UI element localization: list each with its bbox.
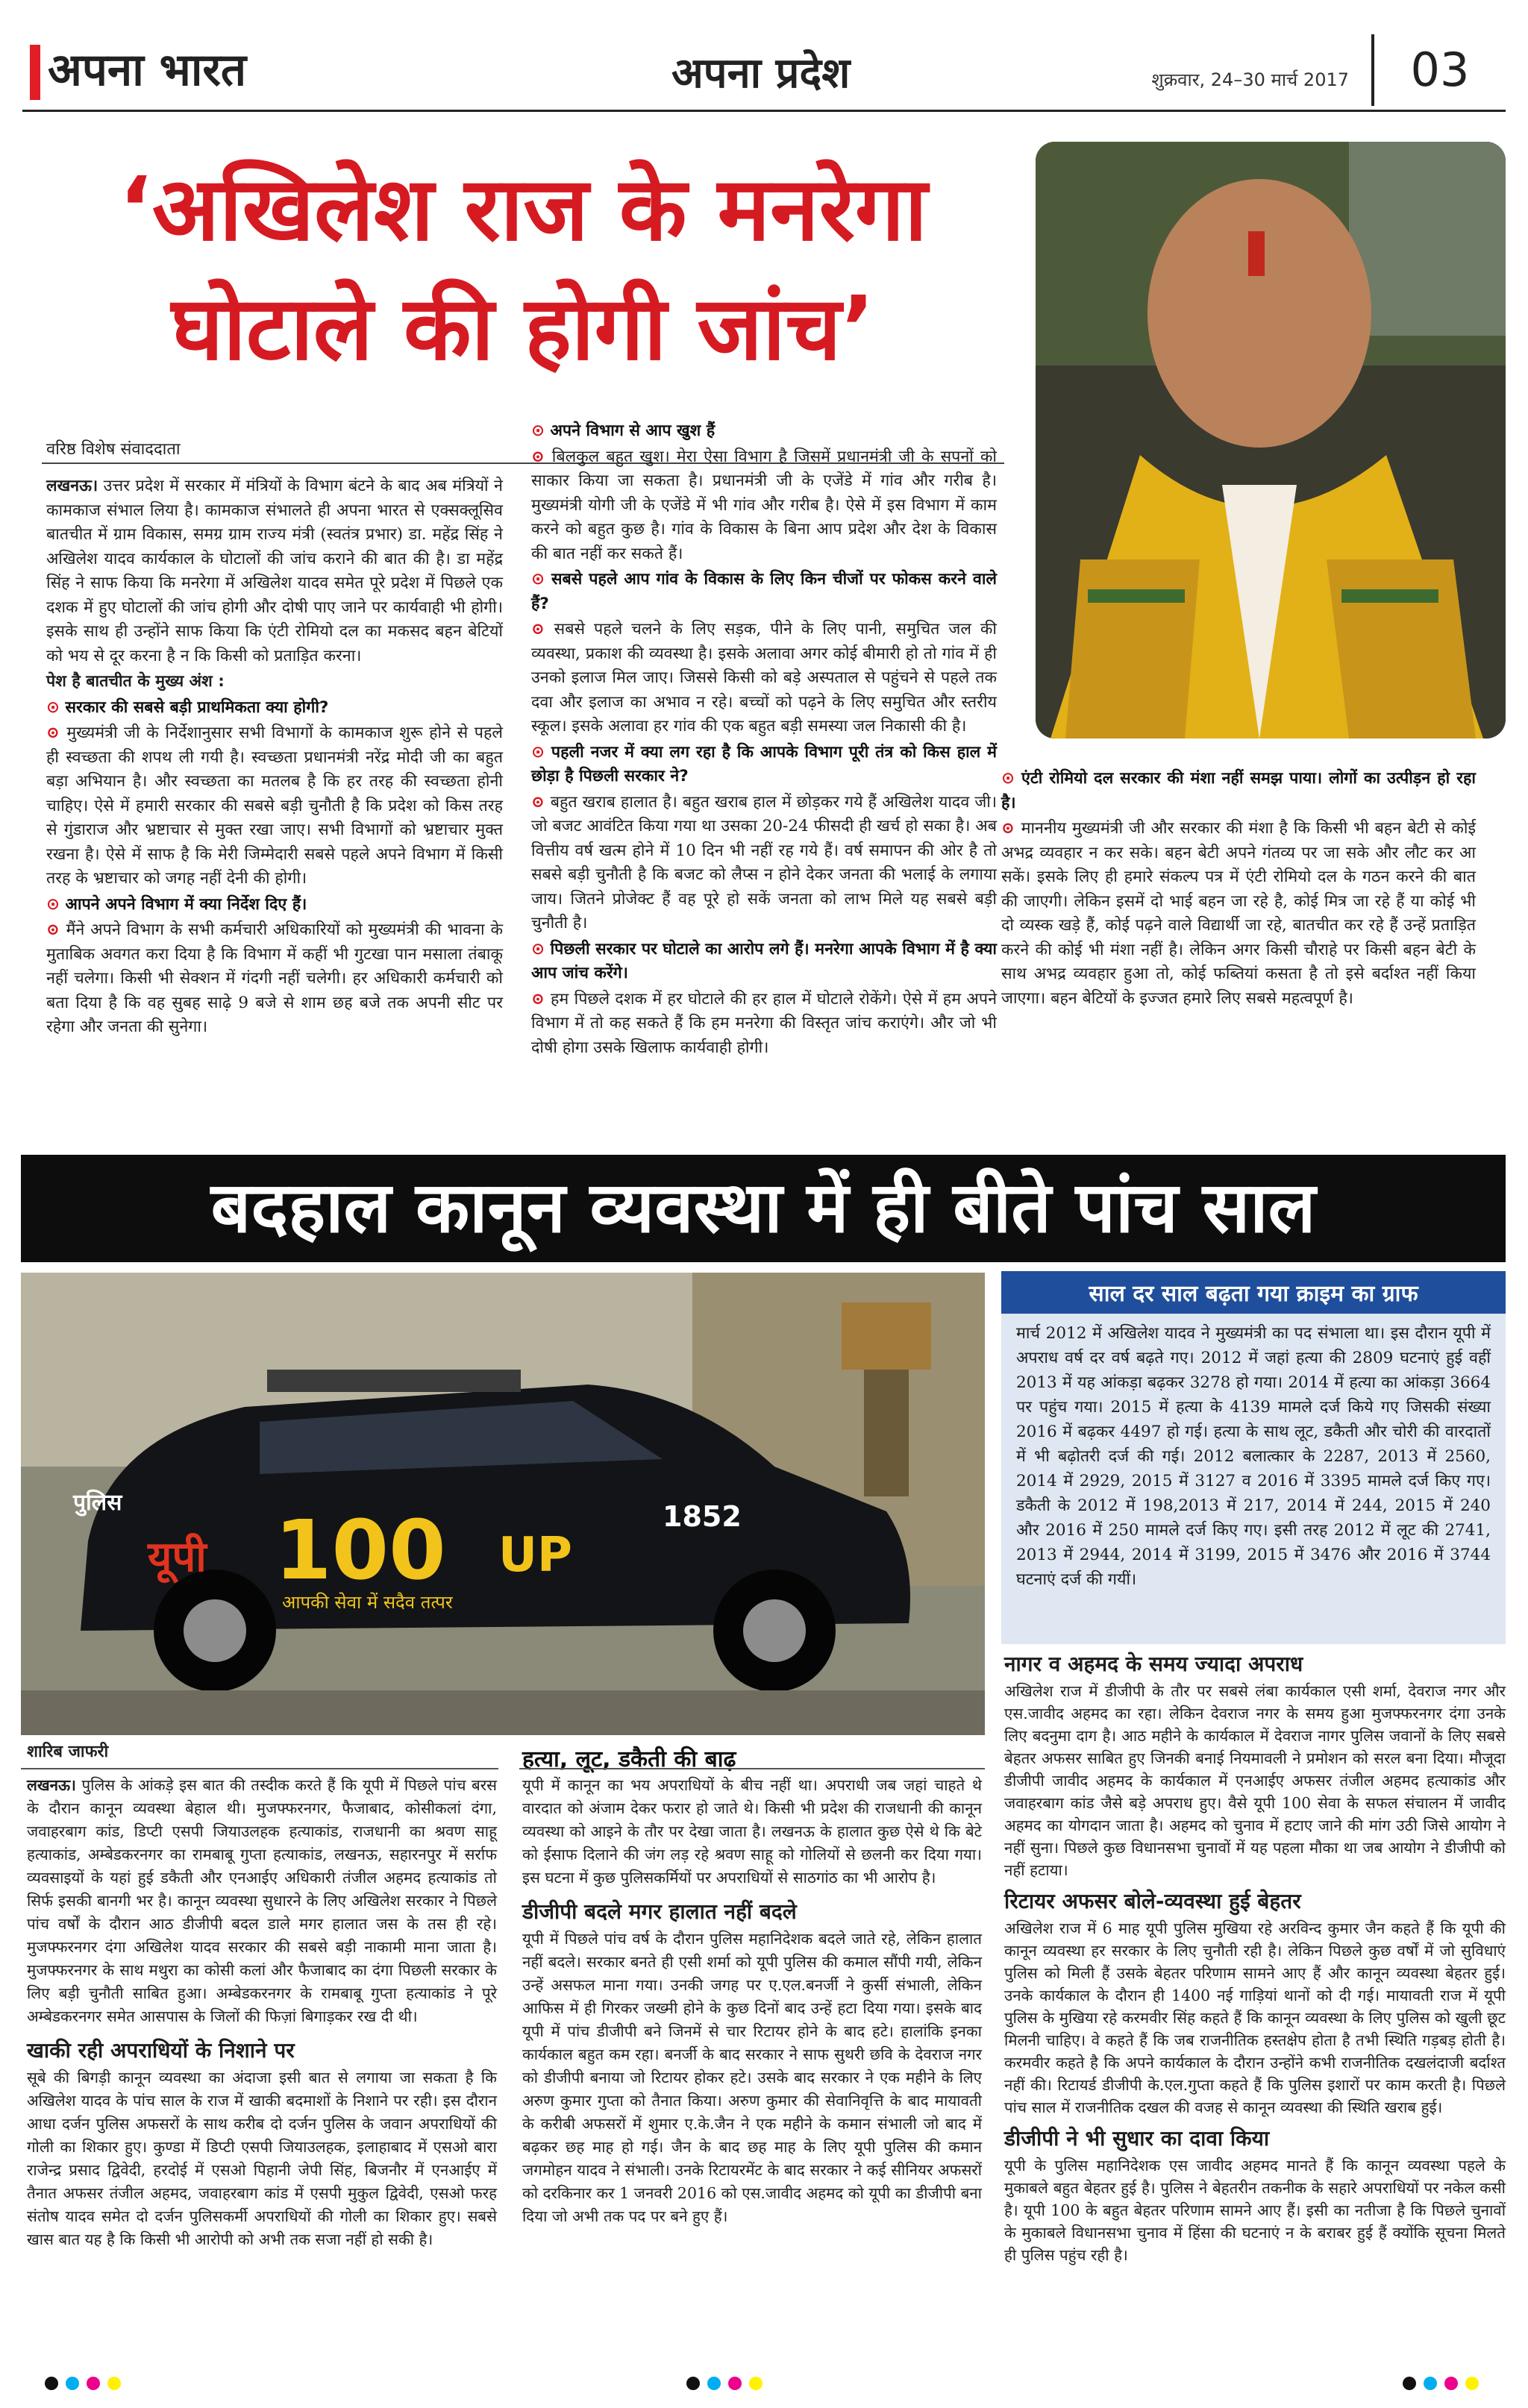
story1-byline: वरिष्ठ विशेष संवाददाता [46, 440, 181, 459]
answer-4: ⊙ सबसे पहले चलने के लिए सड़क, पीने के लिए पानी, समुचित जल की व्यवस्था, प्रकाश की व्यवस्था है। इसके अलावा अगर कोई बीमारी हो तो गांव में ही उनको इलाज मिल जाए। जिससे किसी को बड़े अस्पताल से पहुंचने से पहले तक दवा और इलाज का अभाव न रहे। बच्चों को पढ़ने के लिए समुचित और स्तरीय स्कूल। इसके अलावा हर गांव की एक बहुत बड़ी समस्या जल निकासी की है। [531, 618, 997, 739]
crime-box-text: मार्च 2012 में अखिलेश यादव ने मुख्यमंत्री का पद संभाला था। इस दौरान यूपी में अपराध वर्ष दर वर्ष बढ़ते गए। 2012 में जहां हत्या की 2809 घटनाएं हुई वहीं 2013 में यह आंकड़ा बढ़कर 3278 हो गया। 2014 में हत्या का आंकड़ा 3664 पर पहुंच गया। 2015 में हत्या के 4139 मामले दर्ज किये गए जिसकी संख्या 2016 में बढ़कर 4497 हो गई। हत्या के साथ लूट, डकैती और चोरी की वारदातों में भी बढ़ोतरी दर्ज की गई। 2012 बलात्कार के 2287, 2013 में 2560, 2014 में 2929, 2015 में 3127 व 2016 में 3395 मामले दर्ज किए गए। डकैती के 2012 में 198,2013 में 217, 2014 में 244, 2015 में 240 और 2016 में 250 मामले दर्ज किए गए। इसी तरह 2012 में लूट की 2741, 2013 में 2944, 2014 में 3199, 2015 में 3476 और 2016 में 3744 घटनाएं दर्ज की गयीं। [1016, 1324, 1491, 1589]
masthead [22, 30, 1506, 112]
section-name: अपना प्रदेश [671, 49, 851, 98]
minister-portrait-photo [1036, 142, 1506, 739]
question-3: ⊙ अपने विभाग से आप खुश हैं [531, 419, 997, 444]
answer-5: ⊙ बहुत खराब हालात है। बहुत खराब हाल में छोड़कर गये हैं अखिलेश यादव जी। जो बजट आवंटित किया गया था उसका 20-24 फीसदी ही खर्च हो सका है। अब वित्तीय वर्ष खत्म होने में 10 दिन भी नहीं रह गये हैं। वर्ष समापन की ओर है तो सबसे बड़ी चुनौती है कि बजट को लैप्स न होने देकर जनता की भलाई के लगाया जाय। जितने प्रोजेक्ट हैं वह पूरे हो सकें जनता को लाभ मिले यह सबसे बड़ी चुनौती है। [531, 791, 997, 936]
answer-3: ⊙ बिलकुल बहुत खुश। मेरा ऐसा विभाग है जिसमें प्रधानमंत्री जी के सपनों को साकार किया जा सकता है। प्रधानमंत्री जी के एजेंडे में गांव और गरीब है। मुख्यमंत्री योगी जी के एजेंडे में भी गांव और गरीब है। ऐसे में इस विभाग में काम करने को बहुत कुछ है। गांव के विकास के बिना आप प्रदेश और देश के विकास की बात नहीं कर सकते हैं। [531, 445, 997, 567]
page-number: 03 [1371, 34, 1506, 106]
story2-middle-rule [519, 1768, 985, 1769]
registration-dot [45, 2377, 58, 2390]
answer-1: ⊙ मुख्यमंत्री जी के निर्देशानुसार सभी विभागों के कामकाज शुरू होने से पहले ही स्वच्छता की शपथ ली गयी है। स्वच्छता प्रधानमंत्री नरेंद्र मोदी जी का बहुत बड़ा अभियान है। और स्वच्छता का मतलब है कि हर तरह की स्वच्छता होनी चाहिए। ऐसे में हमारी सरकार की सबसे बड़ी चुनौती है कि प्रदेश को किस तरह से गुंडाराज और भ्रष्टाचार से मुक्त रखा जाए। सभी विभागों को भ्रष्टाचार मुक्त रखना है। ऐसे में साफ है कि मेरी जिम्मेदारी सबसे पहले अपने विभाग में किसी तरह के भ्रष्टाचार को जगह नहीं देनी की होगी। [46, 721, 503, 891]
question-1: ⊙ सरकार की सबसे बड़ी प्राथमिकता क्या होगी? [46, 696, 503, 721]
answer-2: ⊙ मैंने अपने विभाग के सभी कर्मचारी अधिकारियों को मुख्यमंत्री की भावना के मुताबिक अवगत करा दिया है कि विभाग में कहीं भी गुटखा पान मसाला तंबाकू नहीं चलेगा। किसी भी सेक्शन में गंदगी नहीं चलेगी। हर अधिकारी कर्मचारी को बता दिया है कि वह सुबह साढ़े 9 बजे से शाम छह बजे तक अपनी सीट पर रहेगा और जनता की सुनेगा। [46, 918, 503, 1040]
story1-intro: उत्तर प्रदेश में सरकार में मंत्रियों के विभाग बंटने के बाद अब मंत्रियों ने कामकाज संभाल लिया है। कामकाज संभालते ही अपना भारत से एक्सक्लूसिव बातचीत में ग्राम विकास, समग्र ग्राम राज्य मंत्री (स्वतंत्र प्रभार) डा. महेंद्र सिंह ने अखिलेश यादव कार्यकाल के घोटालों की जांच कराने की बात की है। डा महेंद्र सिंह ने साफ किया कि मनरेगा में अखिलेश यादव समेत पूरे प्रदेश में पिछले एक दशक में हुए घोटालों की जांच होगी और दोषी पाए जाने पर कार्यवाही भी होगी। इसके साथ ही उन्होंने साफ किया कि एंटी रोमियो दल का मकसद बहन बेटियों को भय से दूर करना है न कि किसी को प्रताड़ित करना। [46, 477, 503, 665]
registration-dot [66, 2377, 79, 2390]
story2-left-rule [21, 1768, 498, 1769]
story1-column-2 [531, 418, 997, 1062]
story2-subhead-1: खाकी रही अपराधियों के निशाने पर [27, 2038, 295, 2063]
answer-7: ⊙ माननीय मुख्यमंत्री जी और सरकार की मंशा है कि किसी भी बहन बेटी से कोई अभद्र व्यवहार न कर सके। बहन बेटी अपने गंतव्य पर जा सके और लौट कर आ सकें। इसके लिए ही हमारे संकल्प पत्र में एंटी रोमियो दल के गठन करने की बात की जाएगी। लेकिन इसमें दो भाई बहन जा रहे है, कोई मित्र जा रहे हैं या कोई भी दो व्यस्क खड़े हैं, कोई पढ़ने वाले विद्यार्थी जा रहे, बातचीत कर रहे हैं उन्हें प्रताड़ित करने की कोई भी मंशा नहीं है। लेकिन अगर किसी चौराहे पर किसी बहन बेटी के साथ अभद्र व्यवहार हुआ तो, कोई फब्तियां कसता है तो इसे बर्दाश्त नहीं किया जाएगा। बहन बेटियों के इज्जत हमारे लिए सबसे महत्वपूर्ण है। [1001, 817, 1476, 1011]
story1-column-3 [1001, 765, 1476, 1012]
story1-column-1 [46, 474, 503, 1041]
story2-para-4: अखिलेश राज में डीजीपी के तौर पर सबसे लंबा कार्यकाल एसी शर्मा, देवराज नगर और एस.जावीद अहमद का रहा। लेकिन देवराज नगर के समय हुआ मुजफ्फरनगर दंगा उनके लिए बदनुमा दाग है। आठ महीने के कार्यकाल में देवराज नागर पुलिस जवानों के लिए सबसे बेहतर अफसर साबित हुए जिनकी बनाई नियमावली ने प्रमोशन को सरल बना दिया। मौजूदा डीजीपी जावीद अहमद के कार्यकाल में एनआईए अफसर तंजील अहमद हत्याकांड और जवाहरबाग कांड जैसे बड़े अपराध हुए। वैसे यूपी 100 सेवा के सफल संचालन में जावीद अहमद का योगदान जाता है। अहमद को चुनाव में हटाए जाने की मांग उठी जिसे आयोग ने नहीं सुना। पिछले कुछ विधानसभा चुनावों में यह पहला मौका था जब आयोग ने डीजीपी को नहीं हटाया। [1004, 1682, 1506, 1879]
print-registration-marks [45, 2377, 1485, 2393]
car-text-police: पुलिस [73, 1490, 122, 1516]
story2-subhead-4: नागर व अहमद के समय ज्यादा अपराध [1004, 1652, 1303, 1676]
story2-column-1 [27, 1774, 497, 2253]
story2-column-3 [1004, 1653, 1506, 2268]
story2-subhead-6: डीजीपी ने भी सुधार का दावा किया [1004, 2126, 1270, 2151]
question-6: ⊙ पिछली सरकार पर घोटाले का आरोप लगे हैं। मनरेगा आपके विभाग में है क्या आप जांच करेंगे। [531, 938, 997, 986]
registration-dot [707, 2377, 721, 2390]
story2-column-2 [522, 1774, 982, 2230]
brand-name: अपना भारत [48, 44, 247, 96]
story2-dateline: लखनऊ। [27, 1776, 76, 1794]
registration-dot [1403, 2377, 1416, 2390]
question-5: ⊙ पहली नजर में क्या लग रहा है कि आपके विभाग पूरी तंत्र को किस हाल में छोड़ा है पिछली सरकार ने? [531, 741, 997, 789]
story1-headline [42, 149, 1004, 388]
car-text-number: 1852 [663, 1500, 742, 1533]
registration-dot [1444, 2377, 1458, 2390]
story1-headline-line2: घोटाले की होगी जांच’ [171, 277, 875, 380]
question-2: ⊙ आपने अपने विभाग में क्या निर्देश दिए हैं। [46, 893, 503, 918]
registration-dot [87, 2377, 100, 2390]
car-text-up-hindi: यूपी [148, 1533, 207, 1581]
story2-headline-banner: बदहाल कानून व्यवस्था में ही बीते पांच साल [21, 1155, 1506, 1262]
story1-dateline: लखनऊ। [46, 477, 98, 495]
story2-para-1: सूबे की बिगड़ी कानून व्यवस्था का अंदाजा इसी बात से लगाया जा सकता है कि अखिलेश यादव के पांच साल के राज में खाकी बदमाशों के निशाने पर रही। इस दौरान आधा दर्जन पुलिस अफसरों के साथ करीब दो दर्जन पुलिस के जवान अपराधियों की गोली का शिकार हुए। कुण्डा में डिप्टी एसपी जियाउलहक, इलाहाबाद में एसओ बारा राजेन्द्र प्रसाद द्विवेदी, हरदोई में एसओ पिहानी जेपी सिंह, बिजनौर में एनआईए में तैनात अफसर तंजील अहमद, जवाहरबाग कांड में एसपी मुकुल द्विवेदी, एसओ फरह संतोष यादव समेत दो दर्जन पुलिसकर्मी अपराधियों की गोली का शिकार हुए। सबसे खास बात यह है कि किसी भी आरोपी को अभी तक सजा नहीं हो सकी है। [27, 2069, 497, 2248]
story2-subhead-2: हत्या, लूट, डकैती की बाढ़ [522, 1746, 736, 1772]
photo-credit: शारिब जाफरी [27, 1743, 109, 1761]
car-text-up-english: UP [498, 1528, 572, 1583]
question-4: ⊙ सबसे पहले आप गांव के विकास के लिए किन चीजों पर फोकस करने वाले हैं? [531, 568, 997, 616]
story2-para-6: यूपी के पुलिस महानिदेशक एस जावीद अहमद मानते हैं कि कानून व्यवस्था पहले के मुकाबले बहुत बेहतर हुई है। पुलिस ने बेहतरीन तकनीक के सहारे अपराधियों पर नकेल कसी है। यूपी 100 के बहुत बेहतर परिणाम सामने आए हैं। इसी का नतीजा है कि पिछले चुनावों के मुकाबले विधानसभा चुनाव में हिंसा की घटनाएं न के बराबर हुई हैं क्योंकि सूचना मिलते ही पुलिस पहुंच रही है। [1004, 2157, 1506, 2264]
registration-dot [749, 2377, 763, 2390]
story2-para-2: यूपी में कानून का भय अपराधियों के बीच नहीं था। अपराधी जब जहां चाहते थे वारदात को अंजाम देकर फरार हो जाते थे। किसी भी प्रदेश की राजधानी की कानून व्यवस्था को आइने के तौर पर देखा जाता है। लखनऊ के हालात कुछ ऐसे थे कि बेटे को ईसाफ दिलाने की जंग लड़ रहे श्रवण साहू को गोलियों से छलनी कर दिया गया। इस घटना में कुछ पुलिसकर्मियों पर अपराधियों से साठगांठ का भी आरोप है। [522, 1776, 982, 1887]
police-car-photo [21, 1273, 985, 1735]
registration-dot [1424, 2377, 1437, 2390]
issue-date: शुक्रवार, 24–30 मार्च 2017 [1151, 69, 1349, 90]
story2-lead: पुलिस के आंकड़े इस बात की तस्दीक करते हैं कि यूपी में पिछले पांच बरस के दौरान कानून व्यवस्था बेहाल थी। मुजफ्फरनगर, फैजाबाद, कोसीकलां दंगा, जवाहरबाग कांड, डिप्टी एसपी जियाउलहक हत्याकांड, राजधानी का श्रवण साहू हत्याकांड, अम्बेडकरनगर का रामबाबू गुप्ता हत्याकांड, लखनऊ, सहारनपुर में सर्राफ व्यवसाइयों के यहां हुई डकैती और एनआईए अधिकारी तंजील अहमद हत्याकांड तो सिर्फ इसकी बानगी भर है। कानून व्यवस्था सुधारने के लिए अखिलेश सरकार ने पिछले पांच वर्षों के दौरान आठ डीजीपी बदल डाले मगर हालात जस के तस ही रहे। मुजफ्फरनगर दंगा अखिलेश यादव सरकार की सबसे बड़ी नाकामी माना जाता है। मुजफ्फरनगर के साथ मथुरा का कोसी कलां और फैजाबाद का दंगा पिछली सरकार के लिए बड़ी चुनौती साबित हुआ। अम्बेडकरनगर के रामबाबू गुप्ता हत्याकांड ने पूरे अम्बेडकरनगर समेत आसपास के जिलों की फिज़ां बिगाड़कर रख दी थी। [27, 1776, 497, 2025]
story2-subhead-5: रिटायर अफसर बोले-व्यवस्था हुई बेहतर [1004, 1889, 1301, 1913]
car-text-100: 100 [275, 1502, 446, 1598]
story1-subhead: पेश है बातचीत के मुख्य अंश : [46, 672, 225, 691]
crime-box-title: साल दर साल बढ़ता गया क्राइम का ग्राफ [1001, 1271, 1506, 1314]
story2-subhead-3: डीजीपी बदले मगर हालात नहीं बदले [522, 1899, 797, 1924]
question-7: ⊙ एंटी रोमियो दल सरकार की मंशा नहीं समझ पाया। लोगों का उत्पीड़न हो रहा है। [1001, 767, 1476, 815]
story2-para-3: यूपी में पिछले पांच वर्ष के दौरान पुलिस महानिदेशक बदले जाते रहे, लेकिन हालात नहीं बदले। सरकार बनते ही एसी शर्मा को यूपी पुलिस की कमाल सौंपी गयी, लेकिन उन्हें असफल माना गया। उनकी जगह पर ए.एल.बनर्जी ने कुर्सी संभाली, लेकिन आफिस में ही गिरकर जख्मी होने के कुछ दिनों बाद उन्हें हटा दिया गया। इसके बाद यूपी में पांच डीजीपी बने जिनमें से चार रिटायर होने के बाद हटे। हालांकि इनका कार्यकाल बहुत कम रहा। बनर्जी के बाद सरकार ने साफ सुथरी छवि के देवराज नगर को डीजीपी बनाया जो रिटायर होकर हटे। उसके बाद सरकार ने एक महीने के लिए अरुण कुमार गुप्ता को तैनात किया। अरुण कुमार की सेवानिवृत्ति के बाद मायावती के करीबी अफसरों में शुमार ए.के.जैन ने एक महीने के कमान संभाली जो बाद में बढ़कर छह माह हो गई। जैन के बाद छह माह के लिए यूपी पुलिस की कमान जगमोहन यादव ने संभाली। उनके रिटायरमेंट के बाद सरकार ने कई सीनियर अफसरों को दरकिनार कर 1 जनवरी 2016 को एस.जावीद अहमद को यूपी का डीजीपी बना दिया जो अभी तक पद पर बने हुए हैं। [522, 1930, 982, 2225]
story1-headline-line1: ‘अखिलेश राज के मनरेगा [119, 157, 927, 260]
registration-dot [107, 2377, 121, 2390]
car-text-tagline: आपकी सेवा में सदैव तत्पर [282, 1592, 453, 1613]
answer-6: ⊙ हम पिछले दशक में हर घोटाले की हर हाल में घोटाले रोकेंगे। ऐसे में हम अपने विभाग में तो कह सकते हैं कि हम मनरेगा की विस्तृत जांच कराएंगे। और जो भी दोषी होगा उसके खिलाफ कार्यवाही होगी। [531, 988, 997, 1061]
registration-dot [728, 2377, 742, 2390]
registration-dot [1465, 2377, 1479, 2390]
registration-dot [686, 2377, 700, 2390]
brand-bar [30, 45, 40, 100]
story2-para-5: अखिलेश राज में 6 माह यूपी पुलिस मुखिया रहे अरविन्द कुमार जैन कहते हैं कि यूपी की कानून व्यवस्था हर सरकार के लिए चुनौती रही है। लेकिन पिछले कुछ वर्षों में जो सुविधाएं पुलिस को मिली हैं उसके बेहतर परिणाम सामने आए हैं और कानून व्यवस्था बेहतर हुई। उनके कार्यकाल के दौरान ही 1400 नई गाड़ियां थानों को दी गई। मायावती राज में यूपी पुलिस के मुखिया रहे करमवीर सिंह कहते हैं कि कानून व्यवस्था के लिए पुलिस को खुली छूट मिलनी चाहिए। वे कहते हैं कि जब राजनीतिक हस्तक्षेप होता है तभी स्थिति गड़बड़ होती है। करमवीर कहते है कि अपने कार्यकाल के दौरान उन्होंने कभी राजनीतिक दखलंदाजी बर्दाश्त नहीं की। रिटायर्ड डीजीपी के.एल.गुप्ता कहते हैं कि पुलिस इशारों पर काम करती है। पिछले पांच साल में राजनीतिक दखल की वजह से कानून व्यवस्था की स्थिति खराब हुई। [1004, 1919, 1506, 2116]
brand-logo [30, 37, 246, 100]
crime-graph-box [1001, 1271, 1506, 1644]
